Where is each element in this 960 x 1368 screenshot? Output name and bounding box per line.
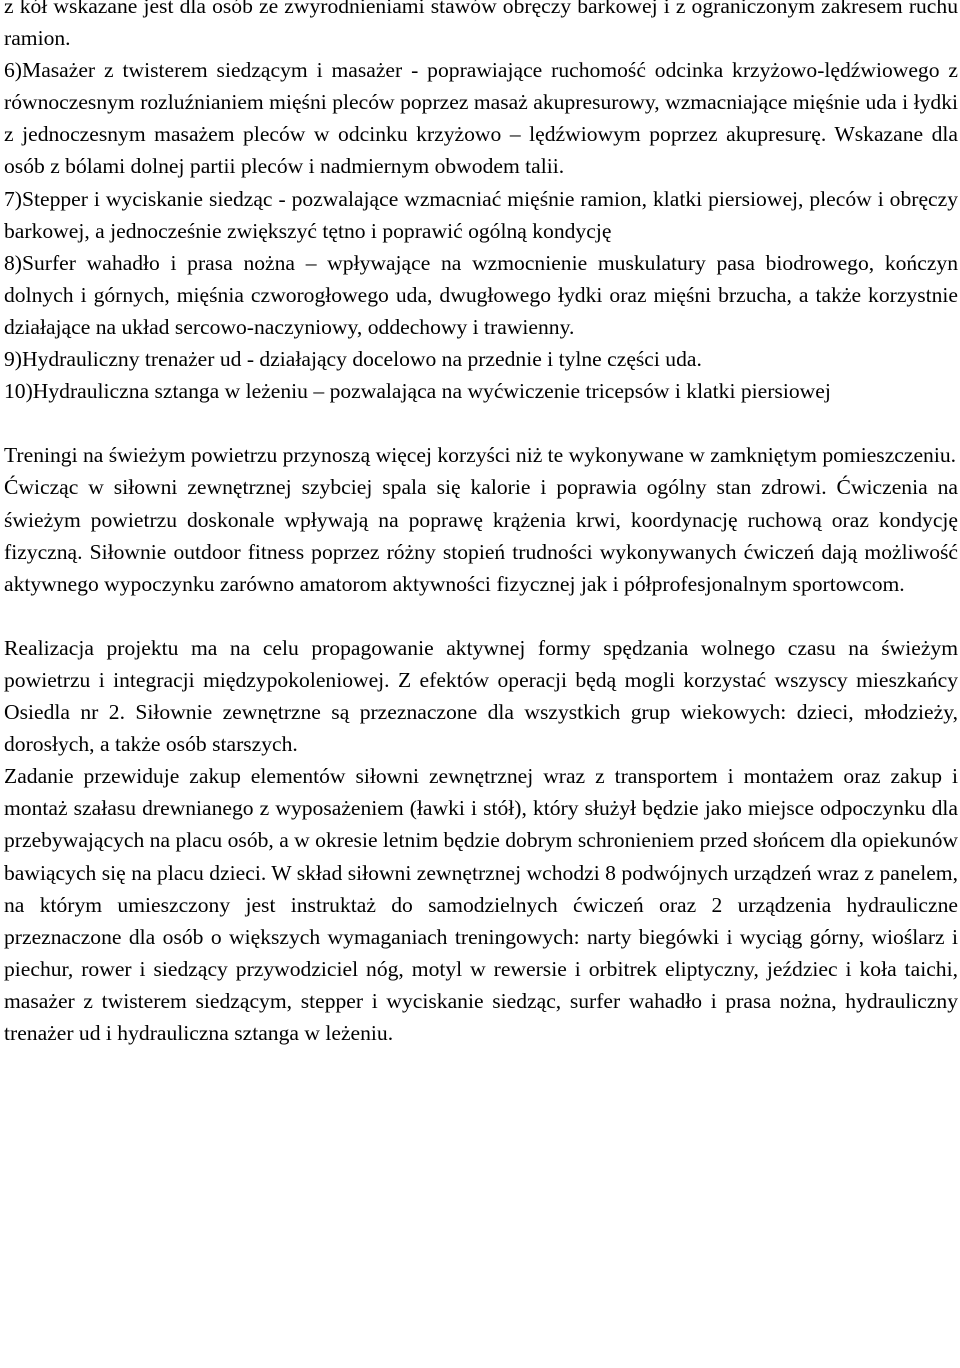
list-item-8-surfer: 8)Surfer wahadło i prasa nożna – wpływające na wzmocnienie muskulatury pasa biodrowego, kończyn dolnych i górnych, mięśnia czworogłowego uda, dwugłowego łydki oraz mięśni brzucha, a także korzystnie działające na układ sercowo-naczyniowy, oddechowy i trawienny.	[4, 250, 958, 339]
list-item-9-thigh-trainer: 9)Hydrauliczny trenażer ud - działający docelowo na przednie i tylne części uda.	[4, 347, 702, 372]
list-item-5-continuation: z kół wskazane jest dla osób ze zwyrodnieniami stawów obręczy barkowej i z ograniczonym zakresem ruchu ramion.	[4, 0, 958, 51]
list-item-6-massager: 6)Masażer z twisterem siedzącym i masażer - poprawiające ruchomość odcinka krzyżowo-lędźwiowego z równoczesnym rozluźnianiem mięśni pleców poprzez masaż akupresurowy, wzmacniające mięśnie uda i łydki z jednoczesnym masażem pleców w odcinku krzyżowo – lędźwiowym poprzez akupresurę. Wskazane dla osób z bólami dolnej partii pleców i nadmiernym obwodem talii.	[4, 58, 958, 179]
list-item-7-stepper: 7)Stepper i wyciskanie siedząc - pozwalające wzmacniać mięśnie ramion, klatki piersiowej, pleców i obręczy barkowej, a jednocześnie zwiększyć tętno i poprawić ogólną kondycję	[4, 186, 958, 243]
paragraph-spacer	[4, 407, 958, 439]
list-item-10-barbell: 10)Hydrauliczna sztanga w leżeniu – pozwalająca na wyćwiczenie tricepsów i klatki piersiowej	[4, 379, 831, 404]
project-goal-paragraph: Realizacja projektu ma na celu propagowanie aktywnej formy spędzania wolnego czasu na świeżym powietrzu i integracji międzypokoleniowej. Z efektów operacji będą mogli korzystać wszyscy mieszkańcy Osiedla nr 2. Siłownie zewnętrzne są przeznaczone dla wszystkich grup wiekowych: dzieci, młodzieży, dorosłych, a także osób starszych.	[4, 635, 958, 757]
benefits-paragraph: Ćwicząc w siłowni zewnętrznej szybciej spala się kalorie i poprawia ogólny stan zdrowi. Ćwiczenia na świeżym powietrzu doskonale wpływają na poprawę krążenia krwi, koordynację ruchową oraz kondycję fizyczną. Siłownie outdoor fitness poprzez różny stopień trudności wykonywanych ćwiczeń dają możliwość aktywnego wypoczynku zarówno amatorom aktywności fizycznej jak i półprofesjonalnym sportowcom.	[4, 475, 958, 596]
document-page	[4, 0, 958, 1049]
project-scope-paragraph: Zadanie przewiduje zakup elementów siłowni zewnętrznej wraz z transportem i montażem oraz zakup i montaż szałasu drewnianego z wyposażeniem (ławki i stół), który służył będzie jako miejsce odpoczynku dla przebywających na placu osób, a w okresie letnim będzie dobrym schronieniem przed słońcem dla opiekunów bawiących się na placu dzieci. W skład siłowni zewnętrznej wchodzi 8 podwójnych urządzeń wraz z panelem, na którym umieszczony jest instruktaż do samodzielnych ćwiczeń oraz 2 urządzenia hydrauliczne przeznaczone dla osób o większych wymaganiach treningowych: narty biegówki i wyciąg górny, wioślarz i piechur, rower i siedzący przywodziciel nóg, motyl w rewersie i orbitrek eliptyczny, jeździec i koła taichi, masażer z twisterem siedzącym, stepper i wyciskanie siedząc, surfer wahadło i prasa nożna, hydrauliczny trenażer ud i hydrauliczna sztanga w leżeniu.	[4, 764, 959, 1045]
benefits-paragraph: Treningi na świeżym powietrzu przynoszą więcej korzyści niż te wykonywane w zamkniętym pomieszczeniu.	[4, 443, 957, 468]
paragraph-spacer	[4, 600, 958, 632]
